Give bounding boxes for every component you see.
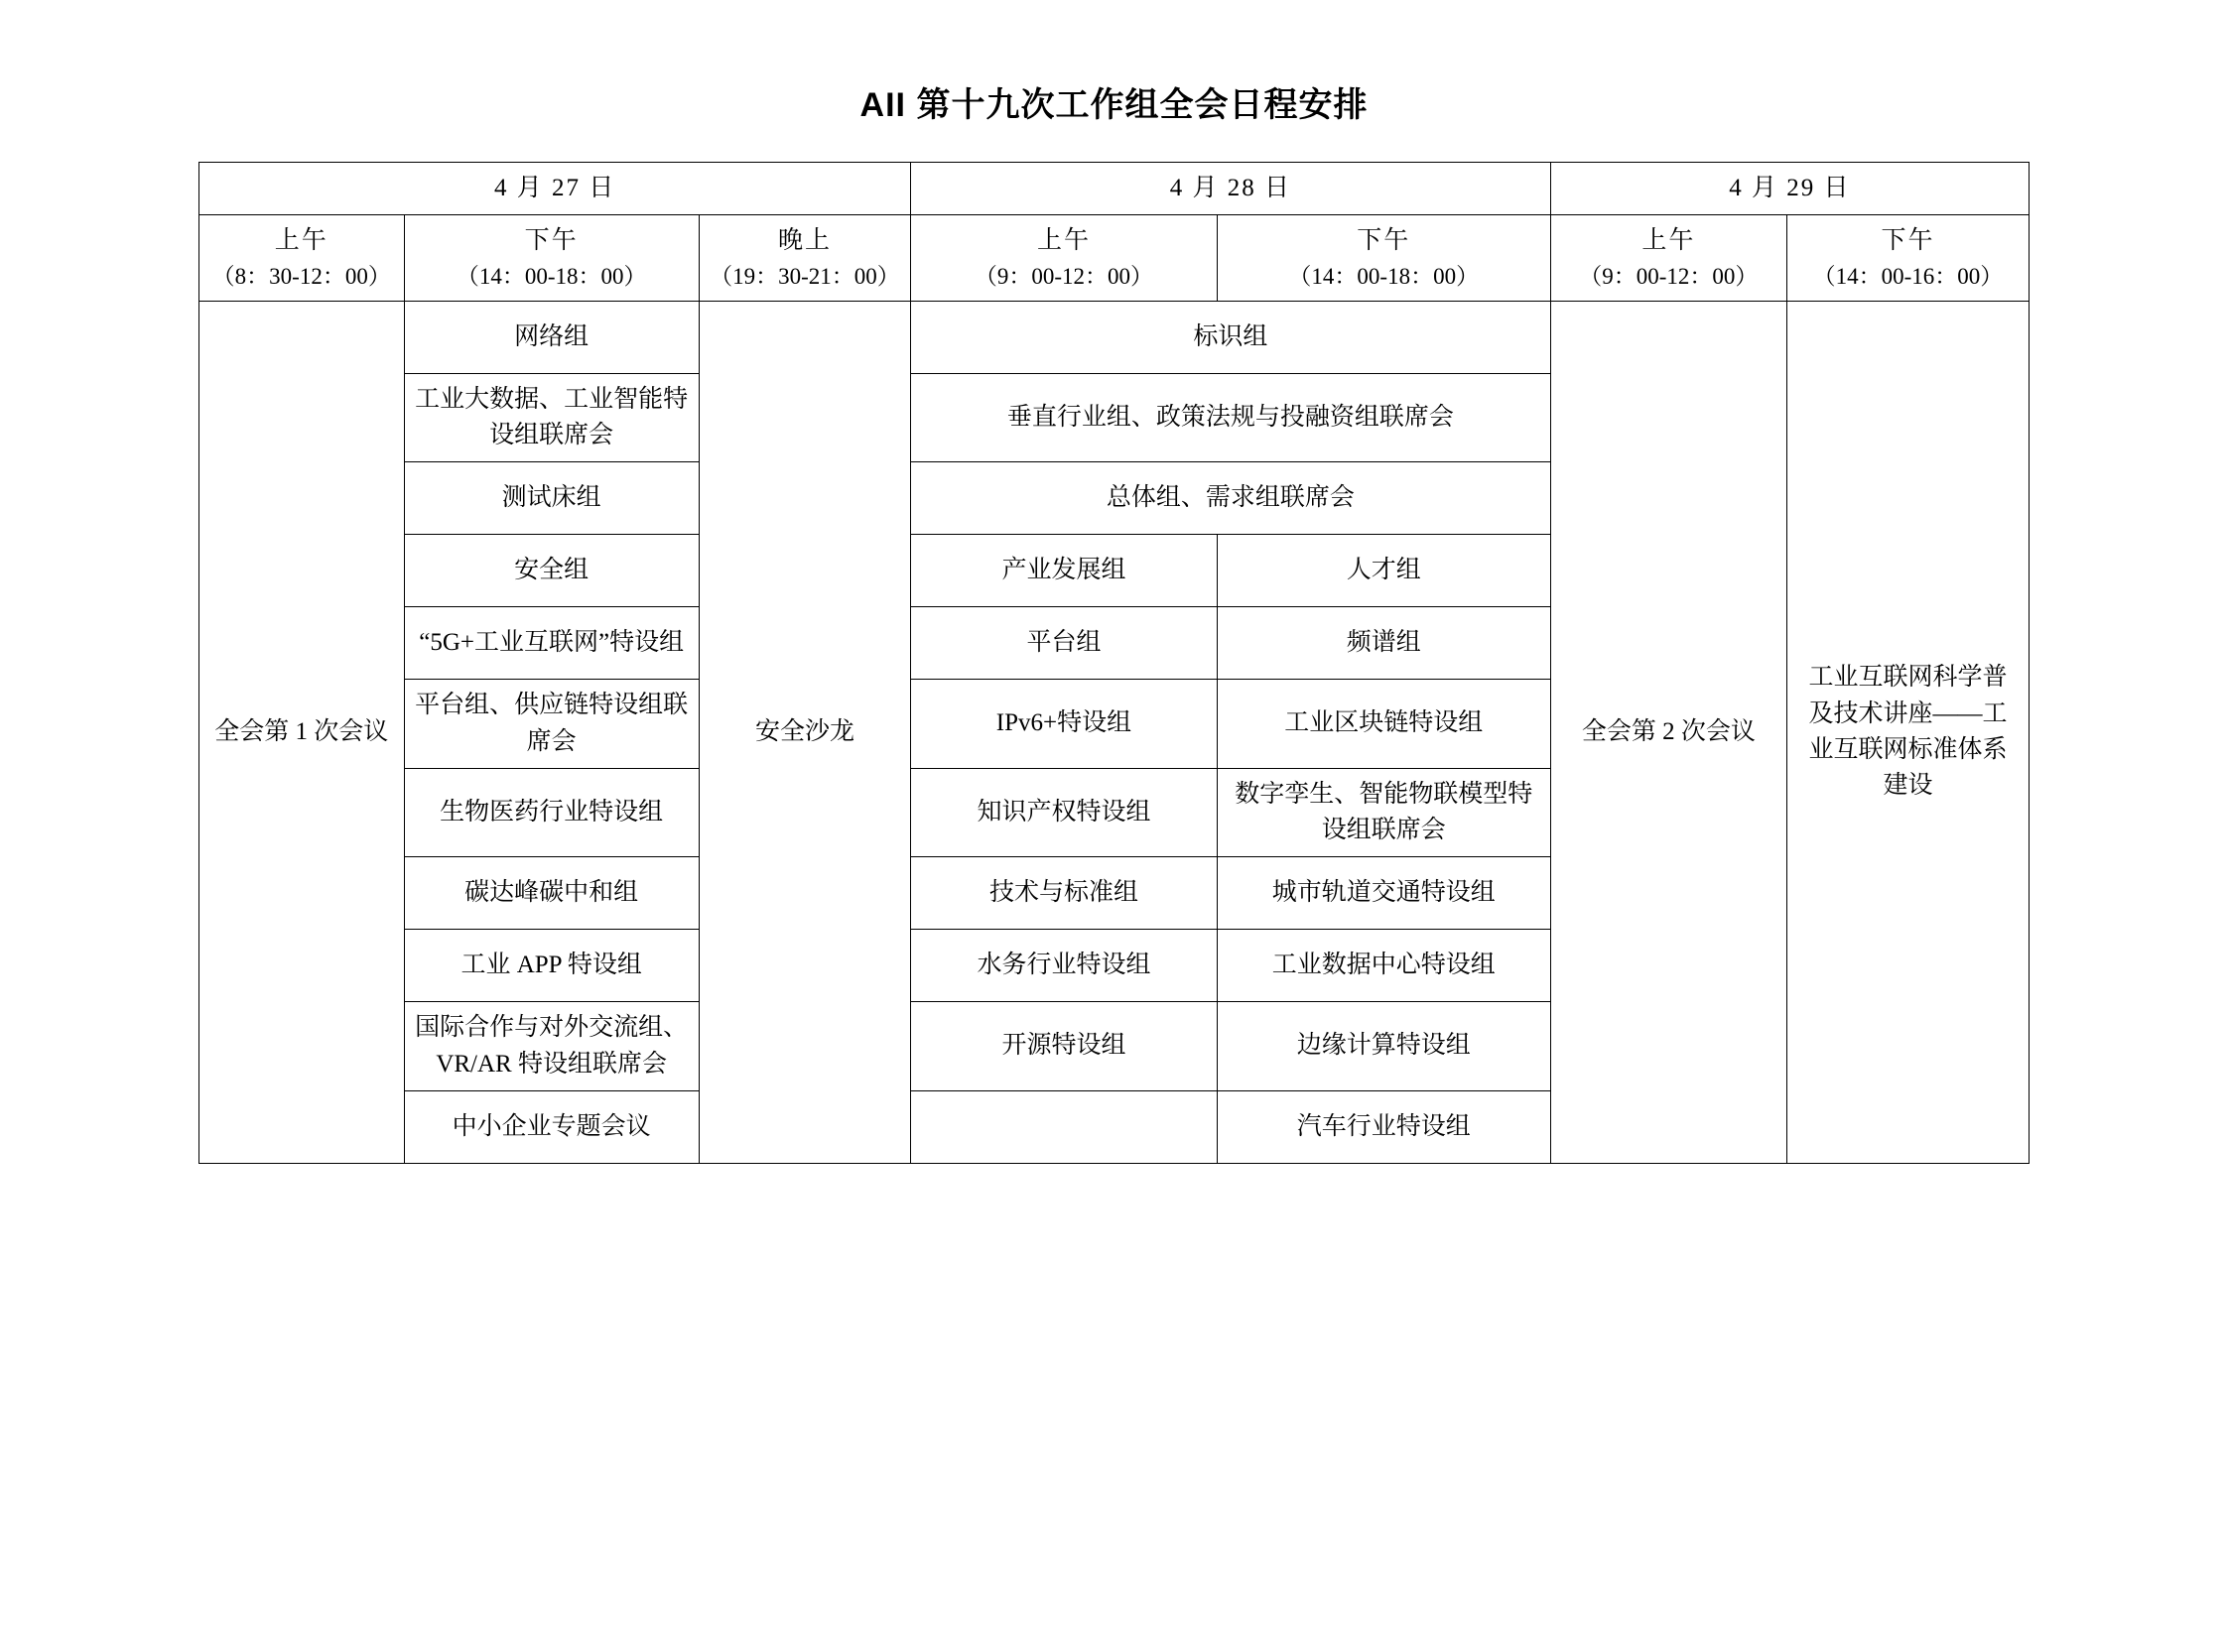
day-header-29: 4 月 29 日 (1550, 163, 2029, 215)
cell-27pm-7: 碳达峰碳中和组 (404, 857, 699, 930)
cell-plenary-second: 全会第 2 次会议 (1550, 301, 1786, 1163)
cell-27pm-10: 中小企业专题会议 (404, 1090, 699, 1163)
cell-27pm-6: 生物医药行业特设组 (404, 768, 699, 857)
cell-27pm-2: 测试床组 (404, 462, 699, 535)
cell-27pm-8: 工业 APP 特设组 (404, 930, 699, 1002)
slot-header-29-am (1550, 215, 1786, 302)
cell-28pm-0: 人才组 (1217, 535, 1550, 607)
slot-time: （14：00-16：00） (1812, 263, 2004, 289)
cell-28am-0: 产业发展组 (911, 535, 1218, 607)
page-title: AII 第十九次工作组全会日程安排 (859, 86, 1369, 124)
slot-name: 上午 (1641, 227, 1696, 255)
cell-28am-6: 开源特设组 (911, 1002, 1218, 1091)
cell-27pm-0: 网络组 (404, 301, 699, 373)
cell-plenary-first: 全会第 1 次会议 (199, 301, 405, 1163)
slot-header-28-pm (1217, 215, 1550, 302)
cell-28am-7 (911, 1090, 1218, 1163)
cell-28am-4: 技术与标准组 (911, 857, 1218, 930)
slot-time: （14：00-18：00） (456, 263, 647, 289)
cell-28-full-2: 总体组、需求组联席会 (911, 462, 1551, 535)
slot-name: 上午 (1036, 227, 1091, 255)
cell-28am-1: 平台组 (911, 607, 1218, 680)
cell-28pm-2: 工业区块链特设组 (1217, 680, 1550, 769)
cell-28pm-1: 频谱组 (1217, 607, 1550, 680)
cell-28-full-0: 标识组 (911, 301, 1551, 373)
slot-header-28-am (911, 215, 1218, 302)
slot-header-27-pm (404, 215, 699, 302)
document-page (0, 77, 2228, 1652)
slot-header-29-pm (1786, 215, 2029, 302)
slot-time: （9：00-12：00） (1579, 263, 1759, 289)
cell-28am-5: 水务行业特设组 (911, 930, 1218, 1002)
cell-28pm-3: 数字孪生、智能物联模型特设组联席会 (1217, 768, 1550, 857)
slot-name: 下午 (1881, 227, 1935, 255)
cell-28am-3: 知识产权特设组 (911, 768, 1218, 857)
slot-time: （14：00-18：00） (1288, 263, 1480, 289)
cell-28pm-7: 汽车行业特设组 (1217, 1090, 1550, 1163)
cell-28-full-1: 垂直行业组、政策法规与投融资组联席会 (911, 373, 1551, 462)
cell-lecture: 工业互联网科学普及技术讲座——工业互联网标准体系建设 (1786, 301, 2029, 1163)
schedule-table (198, 162, 2030, 1164)
slot-name: 上午 (274, 227, 328, 255)
slot-time: （9：00-12：00） (974, 263, 1154, 289)
table-row-slot-headers (199, 215, 2030, 302)
cell-27pm-4: “5G+工业互联网”特设组 (404, 607, 699, 680)
slot-time: （8：30-12：00） (211, 263, 391, 289)
cell-27-evening: 安全沙龙 (699, 301, 910, 1163)
cell-28pm-4: 城市轨道交通特设组 (1217, 857, 1550, 930)
slot-name: 晚上 (777, 227, 832, 255)
table-row-day-headers (199, 163, 2030, 215)
cell-28pm-6: 边缘计算特设组 (1217, 1002, 1550, 1091)
slot-time: （19：30-21：00） (710, 263, 900, 289)
table-row (199, 301, 2030, 373)
slot-name: 下午 (524, 227, 579, 255)
cell-27pm-5: 平台组、供应链特设组联席会 (404, 680, 699, 769)
slot-header-27-evening (699, 215, 910, 302)
day-header-27: 4 月 27 日 (199, 163, 911, 215)
slot-header-27-am (199, 215, 405, 302)
cell-28am-2: IPv6+特设组 (911, 680, 1218, 769)
cell-28pm-5: 工业数据中心特设组 (1217, 930, 1550, 1002)
cell-27pm-3: 安全组 (404, 535, 699, 607)
day-header-28: 4 月 28 日 (911, 163, 1551, 215)
slot-name: 下午 (1357, 227, 1411, 255)
cell-27pm-1: 工业大数据、工业智能特设组联席会 (404, 373, 699, 462)
cell-27pm-9: 国际合作与对外交流组、VR/AR 特设组联席会 (404, 1002, 699, 1091)
